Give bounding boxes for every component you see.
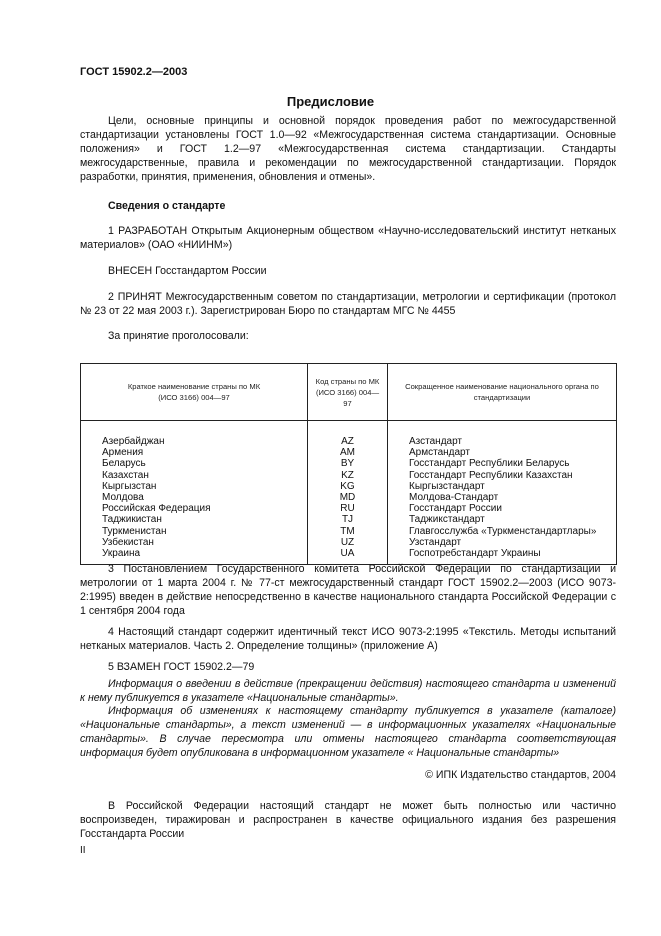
- table-header-row: [81, 364, 617, 421]
- reproduction-notice: В Российской Федерации настоящий стандарт не может быть полностью или частично воспроизведен, тиражирован и распространен в качестве официального издания без разрешения Госстандарта России: [80, 800, 616, 840]
- copyright-line: © ИПК Издательство стандартов, 2004: [425, 769, 616, 781]
- standards-body-name: Кыргызстандарт: [409, 480, 485, 492]
- note-publication-info: Информация о введении в действие (прекращении действия) настоящего стандарта и изменений к нему публикуется в указателе «Национальные стандарты».: [80, 678, 616, 704]
- country-name: Молдова: [102, 492, 144, 504]
- header-country-code: Код страны по МК (ИСО 3166) 004—97: [308, 364, 388, 421]
- country-name: Российская Федерация: [102, 503, 211, 515]
- standards-body-name: Госстандарт Республики Казахстан: [409, 469, 573, 481]
- country-code: UA: [340, 548, 355, 560]
- document-id-header: ГОСТ 15902.2—2003: [80, 66, 188, 78]
- item-3-enacted: 3 Постановлением Государственного комитета Российской Федерации по стандартизации и метрологии от 1 марта 2004 г. № 77-ст межгосударственный стандарт ГОСТ 15902.2—2003 (ИСО 9073-2:1995) введен в действие непосредственно в качестве национального стандарта Российской Федерации с 1 сентября 2004 года: [80, 563, 616, 617]
- item-5-replaces: 5 ВЗАМЕН ГОСТ 15902.2—79: [108, 661, 255, 673]
- standards-body-name: Азстандарт: [409, 436, 463, 447]
- section-heading: Сведения о стандарте: [108, 200, 226, 212]
- standards-body-name: Молдова-Стандарт: [409, 492, 499, 504]
- introduced-by: ВНЕСЕН Госстандартом России: [108, 265, 267, 277]
- country-code: AM: [340, 447, 355, 459]
- standards-body-name: Армстандарт: [409, 447, 470, 459]
- country-code: KG: [340, 480, 355, 492]
- country-name: Туркменистан: [102, 525, 167, 537]
- intro-paragraph: Цели, основные принципы и основной порядок проведения работ по межгосударственной стандартизации установлены ГОСТ 1.0—92 «Межгосударственная система стандартизации. Основные положения» и ГОСТ 1.2—97 «Межгосударственная система стандартизации. Стандарты межгосударственные, правила и рекомендации по межгосударственной стандартизации. Порядок разработки, принятия, применения, обновления и отмены».: [80, 115, 616, 183]
- country-name: Таджикистан: [102, 514, 162, 526]
- item-1-developed: 1 РАЗРАБОТАН Открытым Акционерным обществом «Научно-исследовательский институт нетканых материалов» (ОАО «НИИНМ»): [80, 225, 616, 251]
- page-title: Предисловие: [286, 94, 375, 109]
- table-body-row: [81, 421, 617, 565]
- country-name: Армения: [102, 447, 144, 459]
- voted-label: За принятие проголосовали:: [108, 330, 249, 342]
- country-name: Азербайджан: [102, 436, 165, 447]
- standards-body-name: Узстандарт: [409, 536, 462, 548]
- voting-table: [80, 363, 617, 565]
- country-column: [81, 421, 308, 565]
- country-name: Казахстан: [102, 469, 149, 481]
- country-code: MD: [339, 492, 356, 504]
- country-code: RU: [340, 503, 355, 515]
- item-2-adopted: 2 ПРИНЯТ Межгосударственным советом по стандартизации, метрологии и сертификации (протокол № 23 от 22 мая 2003 г.). Зарегистрирован Бюро по стандартам МГС № 4455: [80, 291, 616, 317]
- country-code: BY: [340, 458, 355, 470]
- item-4-identical: 4 Настоящий стандарт содержит идентичный текст ИСО 9073-2:1995 «Текстиль. Методы испытаний нетканых материалов. Часть 2. Определение толщины» (приложение А): [80, 626, 616, 652]
- standards-body-name: Госстандарт России: [409, 503, 502, 515]
- standards-body-name: Госстандарт Республики Беларусь: [409, 458, 570, 470]
- header-standards-body: Сокращенное наименование национального органа по стандартизации: [388, 364, 617, 421]
- code-column: [308, 421, 388, 565]
- country-name: Узбекистан: [102, 536, 154, 548]
- body-column: [388, 421, 617, 565]
- country-code: TM: [340, 525, 355, 537]
- country-code: UZ: [340, 536, 355, 548]
- page-number: II: [80, 845, 86, 856]
- header-country-name: Краткое наименование страны по МК (ИСО 3166) 004—97: [81, 364, 308, 421]
- country-name: Беларусь: [102, 458, 146, 470]
- country-name: Кыргызстан: [102, 480, 157, 492]
- country-name: Украина: [102, 548, 141, 560]
- country-code: KZ: [341, 469, 354, 481]
- country-code: TJ: [341, 514, 354, 526]
- note-changes-info: Информация об изменениях к настоящему стандарту публикуется в указателе (каталоге) «Национальные стандарты», а текст изменений — в информационных указателях «Национальные стандарты». В случае пересмотра или отмены настоящего стандарта соответствующая информация будет опубликована в информационном указателе « Национальные стандарты»: [80, 705, 616, 759]
- country-code: AZ: [341, 436, 354, 447]
- standards-body-name: Главгосслужба «Туркменстандартлары»: [409, 525, 597, 537]
- standards-body-name: Госпотребстандарт Украины: [409, 548, 541, 560]
- standards-body-name: Таджикстандарт: [409, 514, 485, 526]
